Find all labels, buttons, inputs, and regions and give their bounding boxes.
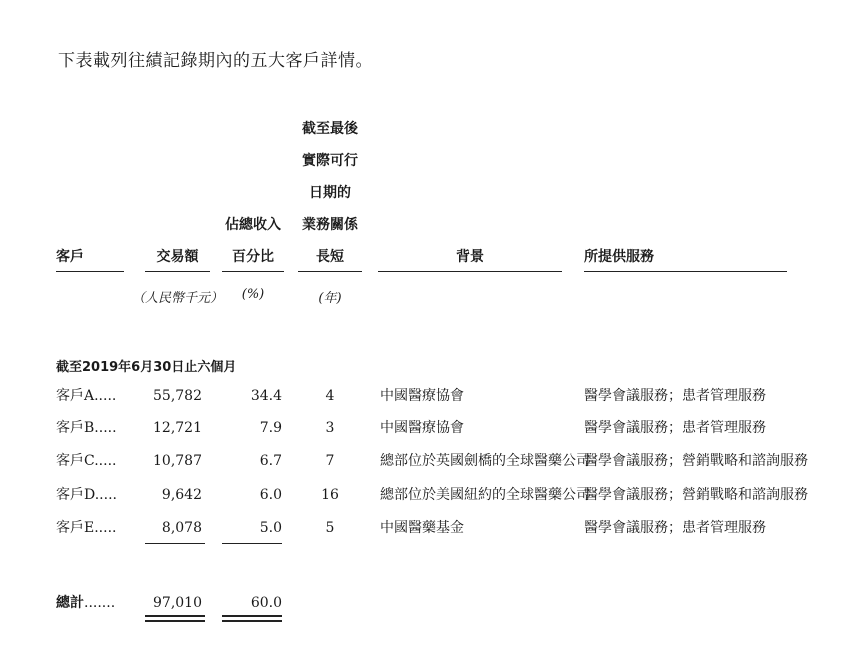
header-pct-line1: 佔總收入	[225, 217, 281, 233]
header-rule-background	[378, 271, 562, 272]
intro-text: 下表載列往績記錄期內的五大客戶詳情。	[58, 51, 373, 71]
row-a-years: 4	[325, 388, 335, 404]
header-customer: 客戶	[56, 249, 84, 265]
row-e-background: 中國醫藥基金	[380, 520, 464, 536]
row-c-background: 總部位於英國劍橋的全球醫藥公司	[380, 453, 590, 469]
row-d-pct: 6.0	[259, 487, 282, 503]
row-e-pct: 5.0	[259, 520, 282, 536]
row-d-amount: 9,642	[161, 487, 202, 503]
subtotal-rule-pct	[222, 543, 282, 544]
header-services: 所提供服務	[584, 249, 654, 265]
total-double-rule-pct	[222, 615, 282, 622]
header-rule-pct	[222, 271, 284, 272]
unit-amount: （人民幣千元）	[131, 291, 223, 306]
header-duration-line3: 日期的	[309, 185, 351, 201]
total-double-rule-amount	[145, 615, 205, 622]
row-b-amount: 12,721	[153, 420, 202, 436]
header-amount: 交易額	[156, 249, 199, 265]
total-amount: 97,010	[153, 595, 202, 611]
header-rule-services	[584, 271, 787, 272]
row-b-pct: 7.9	[259, 420, 282, 436]
total-label: 總計	[56, 595, 84, 611]
row-b-background: 中國醫療協會	[380, 420, 464, 436]
row-b-years: 3	[325, 420, 335, 436]
unit-duration: (年)	[318, 291, 342, 306]
header-duration-line1: 截至最後	[302, 121, 358, 137]
row-a-customer: 客戶A.....	[56, 388, 117, 404]
row-e-years: 5	[325, 520, 335, 536]
row-d-services: 醫學會議服務；營銷戰略和諮詢服務	[584, 487, 808, 503]
header-duration-line5: 長短	[316, 249, 344, 265]
row-d-background: 總部位於美國紐約的全球醫藥公司	[380, 487, 590, 503]
row-c-pct: 6.7	[259, 453, 282, 469]
header-duration-line2: 實際可行	[302, 153, 358, 169]
header-rule-customer	[56, 271, 124, 272]
row-e-customer: 客戶E.....	[56, 520, 117, 536]
header-rule-duration	[298, 271, 362, 272]
unit-pct: (%)	[241, 287, 265, 302]
row-a-background: 中國醫療協會	[380, 388, 464, 404]
row-a-amount: 55,782	[153, 388, 202, 404]
row-d-years: 16	[321, 487, 339, 503]
row-d-customer: 客戶D.....	[56, 487, 117, 503]
row-c-amount: 10,787	[153, 453, 202, 469]
row-e-amount: 8,078	[161, 520, 202, 536]
section-title: 截至2019年6月30日止六個月	[56, 360, 237, 375]
row-a-services: 醫學會議服務；患者管理服務	[584, 388, 766, 404]
header-rule-amount	[145, 271, 210, 272]
total-pct: 60.0	[250, 595, 282, 611]
row-c-services: 醫學會議服務；營銷戰略和諮詢服務	[584, 453, 808, 469]
header-background: 背景	[456, 249, 484, 265]
header-duration-line4: 業務關係	[302, 217, 358, 233]
total-label-group	[56, 593, 115, 613]
row-b-services: 醫學會議服務；患者管理服務	[584, 420, 766, 436]
row-a-pct: 34.4	[250, 388, 282, 404]
row-e-services: 醫學會議服務；患者管理服務	[584, 520, 766, 536]
row-b-customer: 客戶B.....	[56, 420, 117, 436]
subtotal-rule-amount	[145, 543, 205, 544]
total-dots: .......	[84, 595, 116, 611]
row-c-customer: 客戶C.....	[56, 453, 117, 469]
row-c-years: 7	[325, 453, 335, 469]
header-pct-line2: 百分比	[232, 249, 274, 265]
